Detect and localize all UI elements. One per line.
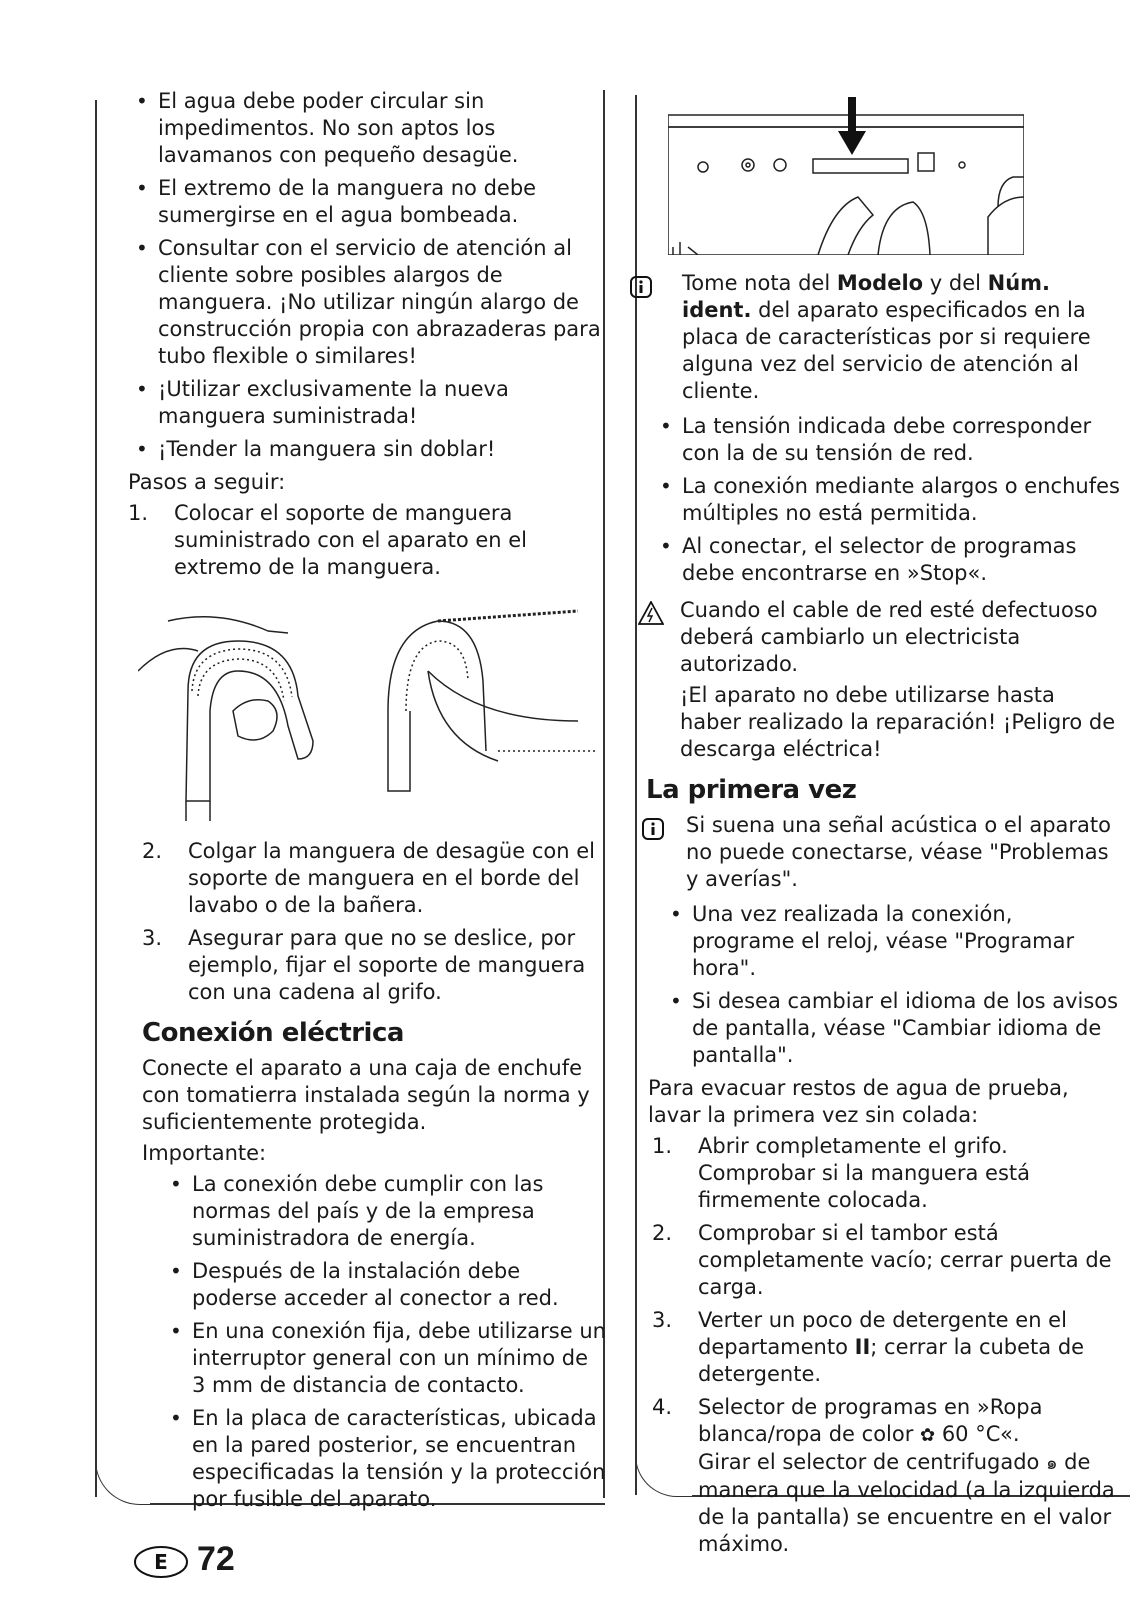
- section-heading-electrical: Conexión eléctrica: [142, 1018, 404, 1048]
- sink-edge-line: [168, 617, 288, 633]
- spin-symbol-icon: ๑: [1046, 1453, 1058, 1474]
- list-item: • La tensión indicada debe corresponder con la de su tensión de red.: [652, 413, 1120, 467]
- step-number: 4.: [652, 1395, 673, 1419]
- list-item: • Después de la instalación debe poderse acceder al conector a red.: [162, 1258, 608, 1312]
- list-item: • ¡Utilizar exclusivamente la nueva manguera suministrada!: [128, 376, 608, 430]
- steps-list-continued: [142, 838, 608, 1006]
- step-item: [652, 1394, 1120, 1558]
- rating-plate: [813, 159, 908, 173]
- hose-holder-illustration: [138, 601, 598, 821]
- step-text2-pre: Girar el selector de centrifugado: [698, 1450, 1047, 1474]
- connection-rules-list: [652, 413, 1120, 587]
- left-column: [128, 88, 608, 1519]
- step-text: Colocar el soporte de manguera suministrado con el aparato en el extremo de la manguera.: [174, 501, 528, 579]
- hand-shape: [233, 700, 277, 740]
- ident-number-label: Núm. ident.: [682, 271, 1051, 322]
- list-item: • Consultar con el servicio de atención al cliente sobre posibles alargos de manguera. ¡No utilizar ningún alargo de construcción propia con abrazaderas para tubo flexible o similares!: [128, 235, 608, 370]
- right-column: [646, 270, 1120, 1564]
- test-wash-intro: Para evacuar restos de agua de prueba, lavar la primera vez sin colada:: [648, 1076, 1069, 1127]
- arrow-down-icon: [838, 97, 866, 155]
- step-text: Comprobar si el tambor está completamente vacío; cerrar puerta de carga.: [698, 1221, 1112, 1299]
- page-number-value: 72: [197, 1540, 235, 1578]
- info-note-model: [630, 270, 1120, 405]
- step-item: [142, 838, 608, 919]
- language-code: E: [154, 1550, 168, 1574]
- info-icon: [642, 818, 664, 840]
- warning-icon: [638, 601, 664, 625]
- list-item: • En la placa de características, ubicada en la pared posterior, se encuentran especificadas la tensión y la protección por fusible del aparato.: [162, 1405, 608, 1513]
- list-item: • La conexión mediante alargos o enchufes múltiples no está permitida.: [652, 473, 1120, 527]
- warning-note: [638, 597, 1120, 763]
- chain: [438, 611, 578, 621]
- note-text-mid: y del: [923, 271, 988, 295]
- step-number: 2.: [652, 1221, 673, 1245]
- step-text-pre: Selector de programas en »Ropa blanca/ropa de color: [698, 1395, 1043, 1446]
- info-note-signal: [642, 812, 1120, 893]
- step-number: 2.: [142, 839, 163, 863]
- step-item: [652, 1307, 1120, 1388]
- left-column-rule: [95, 100, 97, 1497]
- warning-text-1: Cuando el cable de red esté defectuoso deberá cambiarlo un electricista autorizado.: [680, 598, 1098, 676]
- list-item: • En una conexión fija, debe utilizarse un interruptor general con un mínimo de 3 mm de distancia de contacto.: [162, 1318, 608, 1399]
- list-item: • ¡Tender la manguera sin doblar!: [128, 436, 608, 463]
- step-text: Colgar la manguera de desagüe con el soporte de manguera en el borde del lavabo o de la bañera.: [188, 839, 595, 917]
- step-number: 1.: [652, 1134, 673, 1158]
- hose-requirements-list: [128, 88, 608, 463]
- step-text: Asegurar para que no se deslice, por ejemplo, fijar el soporte de manguera con una cadena al grifo.: [188, 926, 586, 1004]
- step-text-pre: Verter un poco de detergente en el departamento: [698, 1308, 1067, 1359]
- info-icon: [630, 276, 652, 298]
- step-text-post: ; cerrar la cubeta de detergente.: [698, 1335, 1085, 1386]
- note-text-post: del aparato especificados en la placa de características por si requiere alguna vez del servicio de atención al cliente.: [682, 298, 1091, 403]
- model-label: Modelo: [836, 271, 924, 295]
- step-item: [128, 500, 608, 581]
- electrical-requirements-list: [142, 1171, 608, 1513]
- note-text: Si suena una señal acústica o el aparato no puede conectarse, véase "Problemas y averías".: [686, 813, 1112, 891]
- hose-curve: [186, 641, 313, 801]
- list-item: • Una vez realizada la conexión, programe el reloj, véase "Programar hora".: [662, 901, 1120, 982]
- step-item: [652, 1133, 1120, 1214]
- rating-plate-illustration: [668, 97, 1024, 255]
- step-number: 3.: [142, 926, 163, 950]
- important-label: Importante:: [142, 1141, 267, 1165]
- basin-rim: [428, 671, 578, 721]
- step-text: Abrir completamente el grifo. Comprobar si la manguera está firmemente colocada.: [698, 1134, 1030, 1212]
- electrical-intro: Conecte el aparato a una caja de enchufe con tomatierra instalada según la norma y suficientemente protegida.: [142, 1056, 590, 1134]
- compartment-label: II: [854, 1335, 871, 1359]
- step-number: 1.: [128, 501, 149, 525]
- list-item: • Al conectar, el selector de programas debe encontrarse en »Stop«.: [652, 533, 1120, 587]
- step-text2-post: de manera que la velocidad (a la izquierda de la pantalla) se encuentre en el valor máximo.: [698, 1450, 1115, 1556]
- list-item: • El agua debe poder circular sin impedimentos. No son aptos los lavamanos con pequeño desagüe.: [128, 88, 608, 169]
- first-time-list: [662, 901, 1120, 1069]
- cotton-symbol-icon: ✿: [920, 1425, 936, 1446]
- list-item: • La conexión debe cumplir con las normas del país y de la empresa suministradora de energía.: [162, 1171, 608, 1252]
- note-text-pre: Tome nota del: [682, 271, 837, 295]
- appliance-top-edge: [668, 115, 1024, 127]
- list-item: • El extremo de la manguera no debe sumergirse en el agua bombeada.: [128, 175, 608, 229]
- hose: [818, 197, 873, 255]
- test-wash-steps: [652, 1133, 1120, 1558]
- step-number: 3.: [652, 1308, 673, 1332]
- step-item: [142, 925, 608, 1006]
- hose-over-basin: [388, 621, 486, 751]
- step-item: [652, 1220, 1120, 1301]
- steps-list: [128, 500, 608, 581]
- step-text-post: 60 °C«.: [935, 1422, 1020, 1446]
- warning-text-2: ¡El aparato no debe utilizarse hasta haber realizado la reparación! ¡Peligro de descarga eléctrica!: [680, 683, 1116, 761]
- page-number: [133, 1540, 235, 1579]
- section-heading-first-time: La primera vez: [646, 775, 857, 805]
- steps-intro: Pasos a seguir:: [128, 470, 286, 494]
- list-item: • Si desea cambiar el idioma de los avisos de pantalla, véase "Cambiar idioma de pantalla".: [662, 988, 1120, 1069]
